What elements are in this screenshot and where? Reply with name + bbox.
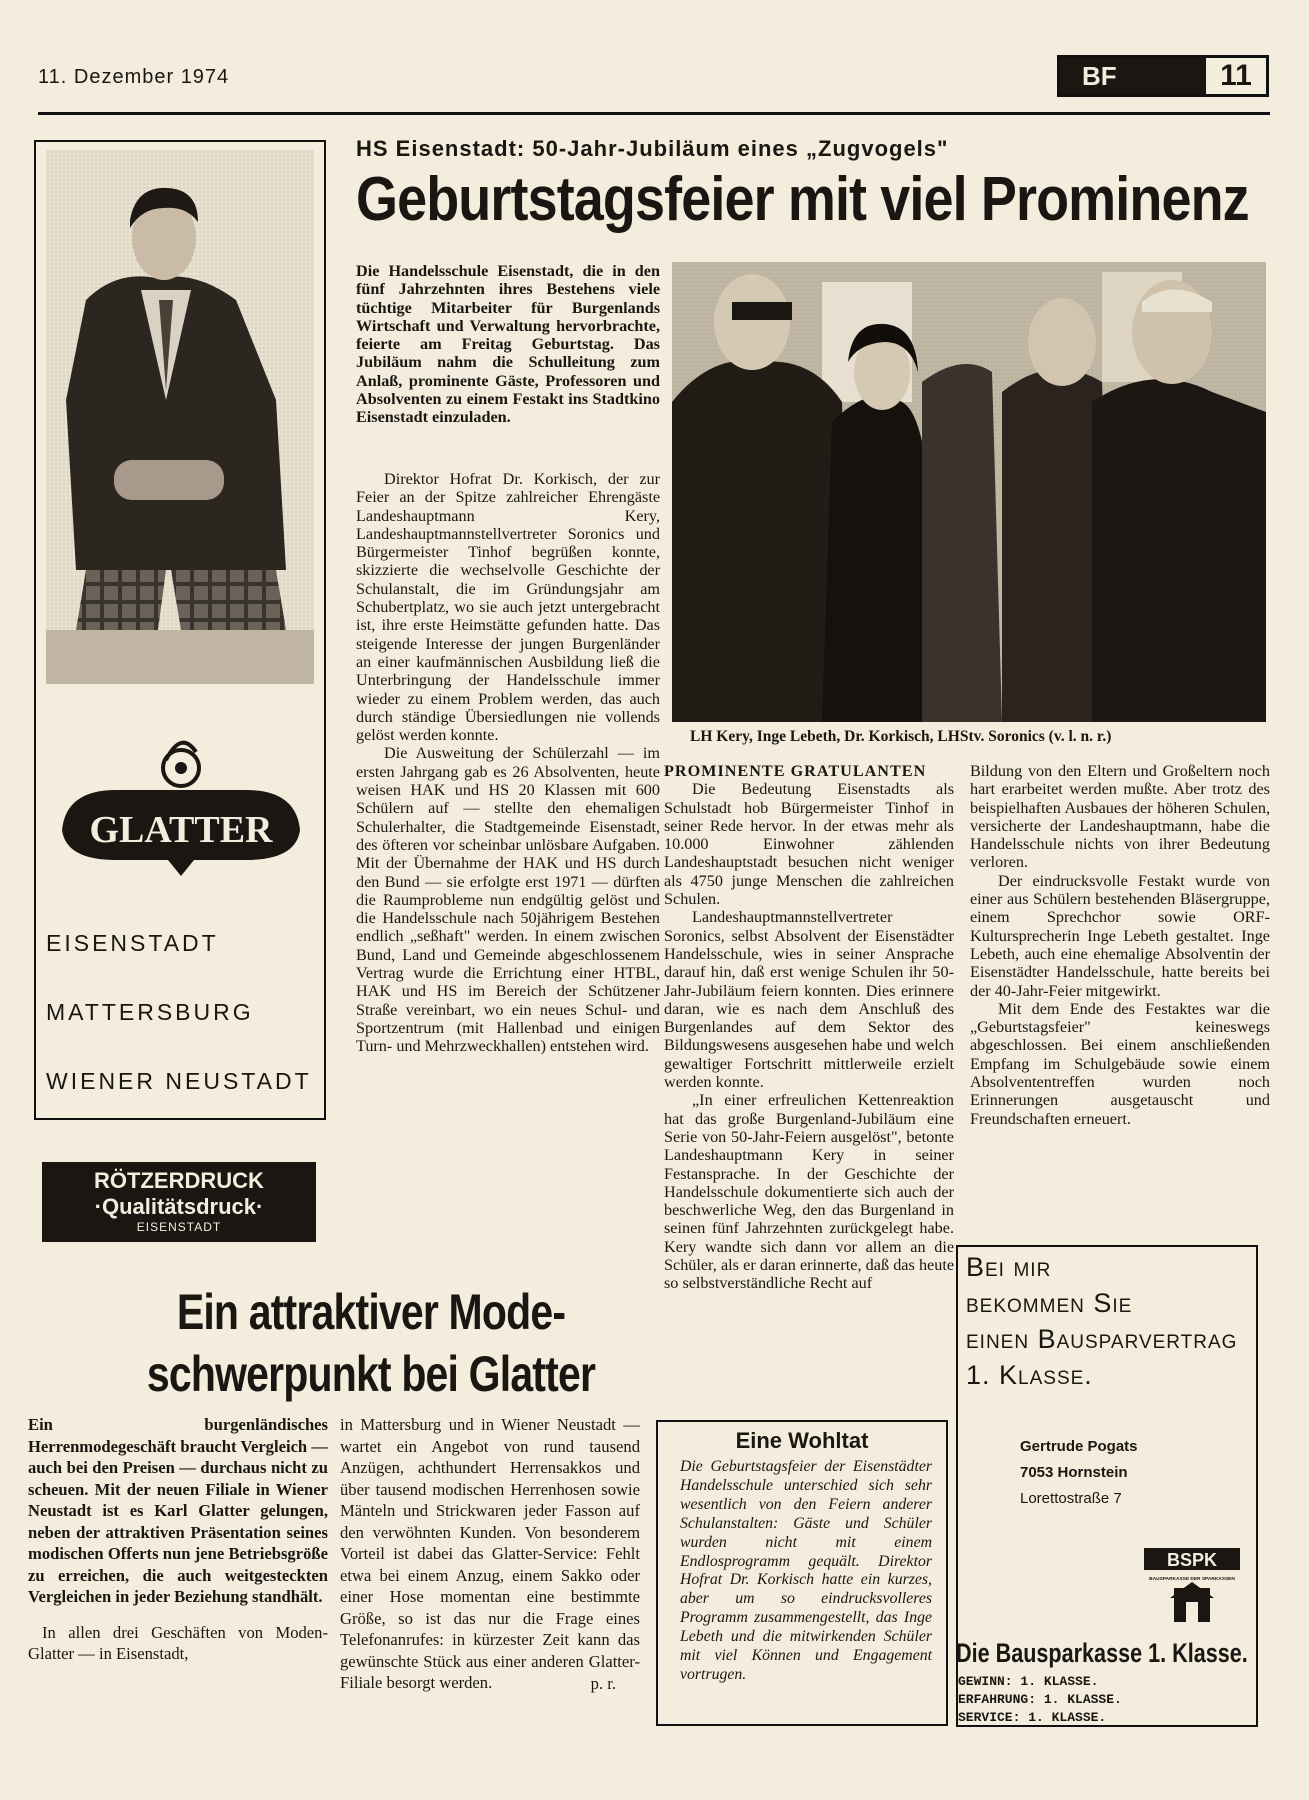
- glatter-headline-line2: schwerpunkt bei Glatter: [146, 1346, 596, 1402]
- agent-name: Gertrude Pogats: [1020, 1438, 1138, 1455]
- paragraph: Die Ausweitung der Schülerzahl — im ersten Jahrgang gab es 26 Absolventen, heute weisen HAK und HS 20 Klassen mit 600 Schülern auf — stellte den ehemaligen Schulerhalter, die Stadtgemeinde Eisenstadt, des öfteren vor scheinbar unlösbare Aufgaben. Mit der Übernahme der HAK und HS durch den Bund — sie erfolgte erst 1971 — dürften die Raumprobleme nun endgültig gelöst und die Handelsschule nach 50jährigem Bestehen endlich „seßhaft" werden. In einem zwischen Bund, Land und Gemeinde abgeschlossenem Vertrag wurde die Errichtung einer HTBL, HAK und HS im Bereich der Schützener Straße vereinbart, wo ein neues Schul- und Sportzentrum (mit Hallenbad und einigen Turn- und Mehrzweckhallen) entstehen wird.: [356, 744, 660, 1056]
- paragraph: Landeshauptmannstellvertreter Soronics, selbst Absolvent der Eisenstädter Handelsschule, wies in seiner Ansprache darauf hin, daß erst wenige Schulen ihr 50-Jahr-Jubiläum feiern konnten. Dies erinnere daran, wie es nach dem Anschluß des Burgenlandes auf dem Sektor des Bildungswesens ausgesehen habe und welch gewaltiger Fortschritt mittlerweile erzielt werden konnte.: [664, 908, 954, 1092]
- reception-photo: [672, 262, 1266, 722]
- paragraph: Mit dem Ende des Festaktes war die „Geburtstagsfeier" keineswegs abgeschlossen. Bei einem anschließenden Empfang im Schulgebäude sowie einem Absolvententreffen wurden noch Erinnerungen ausgetauscht und Freundschaften erneuert.: [970, 999, 1270, 1128]
- article-column-1: [356, 470, 660, 1056]
- glatter-logo: [56, 730, 306, 880]
- bsp-line-2: bekommen Sie: [966, 1288, 1133, 1318]
- bsp-row-gewinn: GEWINN: 1. KLASSE.: [958, 1674, 1099, 1689]
- bsp-row-erfahrung: ERFAHRUNG: 1. KLASSE.: [958, 1692, 1122, 1707]
- section-subhead: PROMINENTE GRATULANTEN: [664, 762, 927, 780]
- ad-city-1: EISENSTADT: [46, 930, 219, 956]
- bsp-logo-text: BSPK: [1166, 1550, 1218, 1570]
- bsp-row-service: SERVICE: 1. KLASSE.: [958, 1710, 1107, 1725]
- roetzerdruck-ad: [42, 1162, 316, 1242]
- bsp-line-3: einen Bausparvertrag: [966, 1324, 1238, 1354]
- bausparkasse-slogan: Die Bausparkasse 1. Klasse.: [956, 1638, 1248, 1668]
- paragraph: „In einer erfreulichen Kettenreaktion hat das große Burgenland-Jubiläum eine Serie von 50-Jahr-Feiern ausgelöst", betonte Landeshauptmann Kery in seiner Festansprache. In der Geschichte der Handelsschule dokumentierte sich auch der beschwerliche Weg, den das Burgenland in seinen fünf Jahrzehnten zurückgelegt habe. Kery wandte sich dann vor allem an die Schüler, als er daran erinnerte, daß das heute so selbstverständliche Recht auf: [664, 1091, 954, 1293]
- glatter-lead: Ein burgenländisches Herrenmodegeschäft braucht Vergleich — auch bei den Preisen — durchaus nicht zu scheuen. Mit der neuen Filiale in Wiener Neustadt ist es Karl Glatter gelungen, neben der attraktiven Präsentation seines modischen Offerts nun jene Betriebsgröße zu erreichen, die auch weitgesteckten Vergleichen in jeder Beziehung standhält.: [28, 1415, 328, 1606]
- wohltat-title: Eine Wohltat: [735, 1428, 869, 1453]
- paragraph: Direktor Hofrat Dr. Korkisch, der zur Feier an der Spitze zahlreicher Ehrengäste Landeshauptmann Kery, Landeshauptmannstellvertreter Soronics und Bürgermeister Tinhof begrüßen konnte, skizzierte die wechselvolle Geschichte der Schulanstalt, die im Gründungsjahr am Schubertplatz, wo sie auch jetzt untergebracht ist, ihre erste Heimstätte gefunden hatte. Das steigende Interesse der jungen Burgenländer an einer kaufmännischen Ausbildung ließ die Unterbringung der Handelsschule immer wieder zu einem Problem werden, das auch durch ständige Übersiedlungen nie vollends gelöst werden konnte.: [356, 470, 660, 745]
- lead-paragraph: Die Handelsschule Eisenstadt, die in den fünf Jahrzehnten ihres Bestehens viele tüchtige Mitarbeiter für Burgenlands Wirtschaft und Verwaltung hervorbrachte, feierte am Freitag Geburtstag. Das Jubiläum nahm die Schulleitung zum Anlaß, prominente Gäste, Professoren und Absolventen zu einem Festakt ins Stadtkino Eisenstadt einzuladen.: [356, 262, 660, 427]
- article-lead: [356, 262, 660, 427]
- bsp-logo-subtext: BAUSPARKASSE DER SPARKASSEN: [1149, 1577, 1235, 1582]
- paragraph: Der eindrucksvolle Festakt wurde von einer aus Schülern bestehenden Bläsergruppe, einem Sprechchor sowie ORF-Kultursprecherin Inge Lebeth gestaltet. Inge Lebeth, auch eine ehemalige Absolventin der Eisenstädter Handelsschule, hatte bereits bei der 40-Jahr-Feier mitgewirkt.: [970, 871, 1270, 1000]
- wohltat-text: Die Geburtstagsfeier der Eisenstädter Handelsschule unterschied sich sehr wesentlich von den Feiern anderer Schulanstalten: Gäste und Schüler wurden nicht mit einem Endlosprogramm gequält. Direktor Hofrat Dr. Korkisch hatte ein kurzes, aber um so eindrucksvolleres Programm zusammengestellt, das Inge Lebeth und die mitwirkenden Schüler mit viel Können und Engagement vortrugen.: [680, 1458, 932, 1683]
- glatter-column-2: [340, 1414, 640, 1694]
- article-column-2: [664, 762, 954, 1293]
- glatter-column-1: [28, 1414, 328, 1665]
- page-number: 11: [1220, 59, 1252, 92]
- paragraph: In allen drei Geschäften von Moden-Glatter — in Eisenstadt,: [28, 1622, 328, 1663]
- paragraph: Die Bedeutung Eisenstadts als Schulstadt hob Bürgermeister Tinhof in seiner Rede hervor. In der etwas mehr als 10.000 Einwohner zählenden Landeshauptstadt besuchen nicht weniger als 4750 junge Menschen die zahlreichen Schulen.: [664, 780, 954, 909]
- bsp-line-1: Bei mir: [966, 1252, 1052, 1282]
- issue-date: 11. Dezember 1974: [38, 66, 230, 88]
- ad-city-2: MATTERSBURG: [46, 999, 254, 1025]
- agent-street: Lorettostraße 7: [1020, 1490, 1122, 1507]
- paragraph: Bildung von den Eltern und Großeltern noch hart erarbeitet werden mußte. Aber trotz des beispielhaften Ausbaues der höheren Schulen, versicherte der Landeshauptmann, habe die Handelsschule nichts von ihrer Bedeutung verloren.: [970, 762, 1270, 872]
- article-column-3: [970, 762, 1270, 1128]
- bausparkasse-logo: [1140, 1540, 1244, 1630]
- publication-label: BF: [1060, 58, 1206, 94]
- agent-city: 7053 Hornstein: [1020, 1464, 1128, 1481]
- article-headline: Geburtstagsfeier mit viel Prominenz: [356, 165, 1249, 234]
- printer-name: RÖTZERDRUCK: [94, 1168, 264, 1193]
- paragraph: in Mattersburg und in Wiener Neustadt — wartet ein Angebot von rund tausend Anzügen, achthundert Herrensakkos und über tausend modischen Herrenhosen sowie Mänteln und Strickwaren jeder Fasson auf den verwöhnten Kunden. Von besonderem Vorteil ist dabei das Glatter-Service: Fehlt etwa bei einem Anzug, einem Sakko oder einer Hose momentan eine bestimmte Größe, so ist das nur die Frage eines Telefonanrufes: in kürzester Zeit kann das gewünschte Stück aus einer anderen Glatter-Filiale besorgt werden.: [340, 1415, 640, 1692]
- printer-city: EISENSTADT: [136, 1220, 222, 1234]
- printer-slogan: ·Qualitätsdruck·: [94, 1194, 264, 1219]
- author-signature: p. r.: [590, 1673, 616, 1693]
- glatter-brand-text: GLATTER: [89, 809, 273, 851]
- header-rule: [38, 112, 1270, 115]
- page-badge: [1057, 55, 1269, 97]
- article-kicker: HS Eisenstadt: 50-Jahr-Jubiläum eines „Zugvogels": [356, 136, 949, 161]
- model-photo: [46, 150, 314, 684]
- glatter-headline-line1: Ein attraktiver Mode-: [176, 1284, 566, 1340]
- ad-city-3: WIENER NEUSTADT: [46, 1068, 312, 1094]
- bsp-line-4: 1. Klasse.: [966, 1360, 1093, 1390]
- photo-caption: LH Kery, Inge Lebeth, Dr. Korkisch, LHStv. Soronics (v. l. n. r.): [690, 728, 1112, 745]
